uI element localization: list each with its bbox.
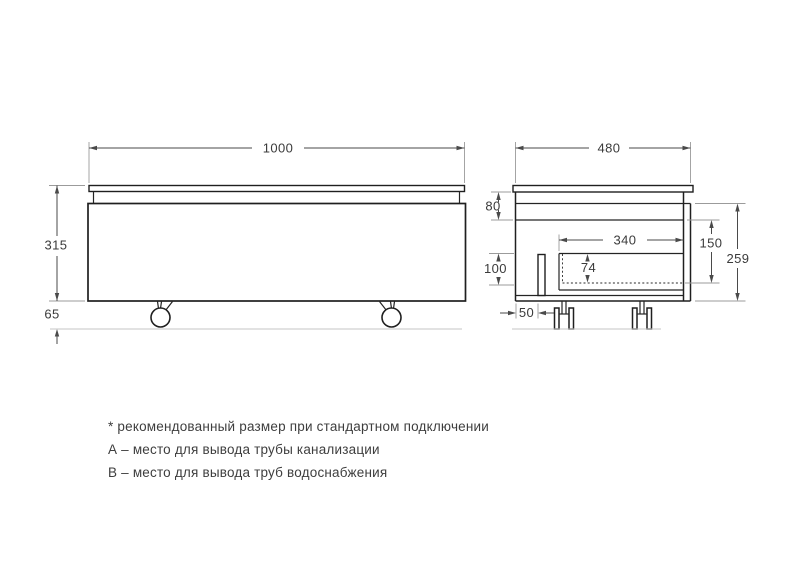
front-width-dim-label: 1000 — [262, 140, 294, 156]
drawing-notes — [108, 415, 528, 484]
note-legend-b: В – место для вывода труб водоснабжения — [108, 465, 388, 480]
side-niche-width-dimension — [559, 233, 684, 252]
side-niche-zone-dim-label: 150 — [699, 235, 723, 251]
front-caster-right — [380, 302, 402, 328]
side-caster-front — [555, 301, 574, 329]
side-lower-section-dimension — [484, 254, 514, 286]
side-depth-dim-label: 480 — [597, 140, 621, 156]
side-niche-inner-dimension — [581, 254, 596, 283]
side-niche-width-dim-label: 340 — [613, 232, 637, 248]
side-carcass-height-dim-label: 259 — [726, 251, 750, 266]
front-drawer-front — [88, 204, 466, 302]
front-leg-dimension — [44, 307, 59, 345]
side-caster-back — [633, 301, 652, 329]
front-wheel-right — [382, 308, 401, 327]
side-lower-section-dim-label: 100 — [484, 261, 507, 276]
side-pipe-outlet — [538, 255, 545, 296]
front-wheel-left — [151, 308, 170, 327]
side-niche-inner-dim-label: 74 — [580, 260, 597, 275]
side-pipe-offset-dimension — [500, 304, 554, 321]
side-plumbing-niche — [538, 254, 684, 296]
front-cabinet-outline — [88, 186, 466, 302]
front-width-dimension — [89, 141, 465, 156]
side-depth-dimension — [516, 141, 691, 156]
side-carcass-height-dimension — [695, 204, 749, 302]
front-caster-left — [151, 302, 173, 328]
side-view — [484, 141, 749, 330]
front-countertop — [89, 186, 465, 192]
side-top-section-dimension — [485, 192, 513, 220]
side-countertop — [513, 186, 693, 193]
front-leg-dim-label: 65 — [44, 306, 60, 322]
front-height-dimension — [45, 186, 68, 302]
front-view — [44, 141, 465, 345]
side-top-section-dim-label: 80 — [485, 198, 501, 214]
side-pipe-offset-dim-label: 50 — [518, 305, 535, 320]
front-height-dim-label: 315 — [44, 237, 68, 253]
note-legend-a: А – место для вывода трубы канализации — [108, 442, 380, 457]
note-recommendation: * рекомендованный размер при стандартном подключении — [108, 419, 490, 434]
